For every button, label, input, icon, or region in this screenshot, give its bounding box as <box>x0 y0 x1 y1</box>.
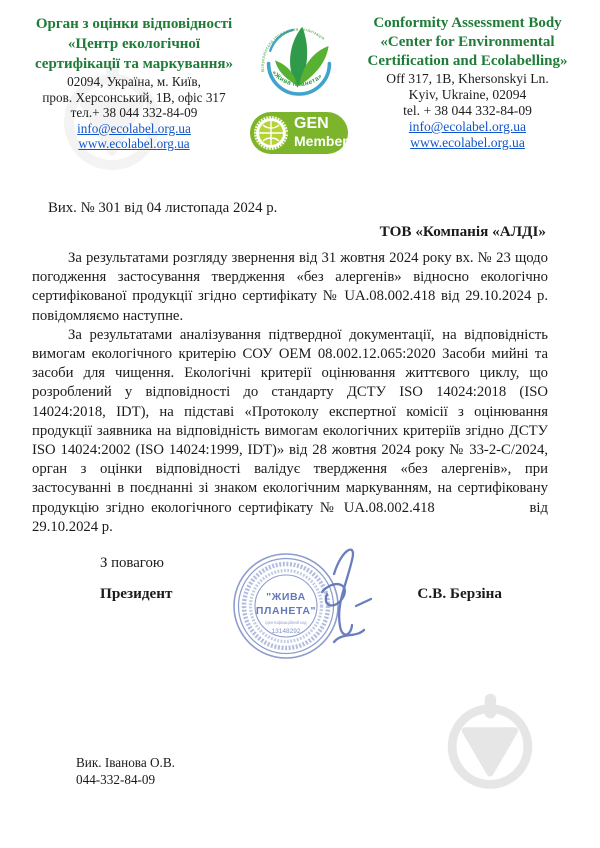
gen-badge-line1: GEN <box>294 115 329 132</box>
phone-en: tel. + 38 044 332-84-09 <box>403 103 532 118</box>
phone-uk: тел.+ 38 044 332-84-09 <box>70 105 198 121</box>
logo-circle-text-bottom: «Жива планета» <box>270 69 324 89</box>
org-name-en-line3: Certification and Ecolabelling» <box>367 53 568 69</box>
executor-block <box>76 754 175 788</box>
letterhead <box>30 14 575 154</box>
letterhead-english <box>360 14 575 154</box>
paragraph: За результатами аналізування підтвердної документації, на відповідність вимогам екологічного критерію СОУ ОЕМ 08.002.12.065:2020 Засоби мийні та засоби для чищення. Екологічні критерії оцінювання життєвого циклу, що розроблений у відповідності до стандарту ДСТУ ISO 14024:2018 (ISO 14024:2018, IDT), на підставі «Протоколу експертної комісії з оцінювання продукції заявника на відповідність вимогам екологічних критеріїв згідно ДСТУ ISO 14024:2002 (ISO 14024:1999, IDT)» від 28 жовтня 2024 року № 33-2-С/2024, орган з оцінки відповідності валідує твердження «без алергенів», при застосуванні в поєднанні зі знаком екологічним маркуванням, на сертифіковану продукцію згідно екологічного сертифікату № UA.08.002.418 від 29.10.2024 р. <box>32 326 548 535</box>
address-uk-line2: пров. Херсонський, 1В, офіс 317 <box>42 89 226 105</box>
round-seal <box>234 554 338 658</box>
stamp-code-label: ідентифікаційний код <box>265 620 307 625</box>
logo-circle-text-top: Всеукраїнська громадська організація <box>259 26 327 73</box>
executor-name: Вик. Іванова О.В. <box>76 755 175 770</box>
closing-salutation: З повагою <box>100 555 164 572</box>
org-name-en-line1: Conformity Assessment Body <box>373 15 562 31</box>
living-planet-logo <box>246 14 352 110</box>
address-en-line1: Off 317, 1B, Khersonskyi Ln. <box>386 71 549 86</box>
globe-icon <box>253 115 289 151</box>
org-name-en-line2: «Center for Environmental <box>380 34 555 50</box>
letterhead-logo-column <box>238 14 360 154</box>
official-stamp <box>230 542 402 674</box>
gen-member-badge <box>250 112 348 154</box>
website-link-en[interactable]: www.ecolabel.org.ua <box>410 135 525 150</box>
stamp-text-line2: ПЛАНЕТА" <box>255 605 317 617</box>
handwritten-signature <box>322 550 371 642</box>
address-uk-line1: 02094, Україна, м. Київ, <box>67 74 201 89</box>
signer-title: Президент <box>100 585 173 603</box>
outgoing-ref-line: Вих. № 301 від 04 листопада 2024 р. <box>48 200 278 216</box>
gen-badge-line2: Member <box>294 133 348 149</box>
email-link-uk[interactable]: info@ecolabel.org.ua <box>77 120 191 136</box>
stamp-code-number: 13148292 <box>271 628 301 635</box>
executor-phone: 044-332-84-09 <box>76 772 156 787</box>
org-name-uk-line3: сертифікації та маркування» <box>34 56 234 72</box>
org-name-uk-line2: «Центр екологічної <box>67 36 201 52</box>
stamp-text-line1: "ЖИВА <box>266 591 306 603</box>
paragraph: За результатами розгляду звернення від 31 жовтня 2024 року вх. № 23 щодо погодження застосування твердження «без алергенів» відносно екологічно сертифікованої продукції згідно сертифікату № UA.08.002.418 від 29.10.2024 р. повідомляємо наступне. <box>32 250 548 324</box>
email-link-en[interactable]: info@ecolabel.org.ua <box>408 119 527 134</box>
signer-name: С.В. Берзіна <box>417 585 502 603</box>
location-pin-watermark-icon <box>446 692 534 791</box>
org-name-uk-line1: Орган з оцінки відповідності <box>35 16 233 32</box>
website-link-uk[interactable]: www.ecolabel.org.ua <box>78 136 190 152</box>
address-en-line2: Kyiv, Ukraine, 02094 <box>408 87 527 102</box>
addressee: ТОВ «Компанія «АЛДІ» <box>379 223 546 240</box>
letterhead-ukrainian <box>30 14 238 154</box>
